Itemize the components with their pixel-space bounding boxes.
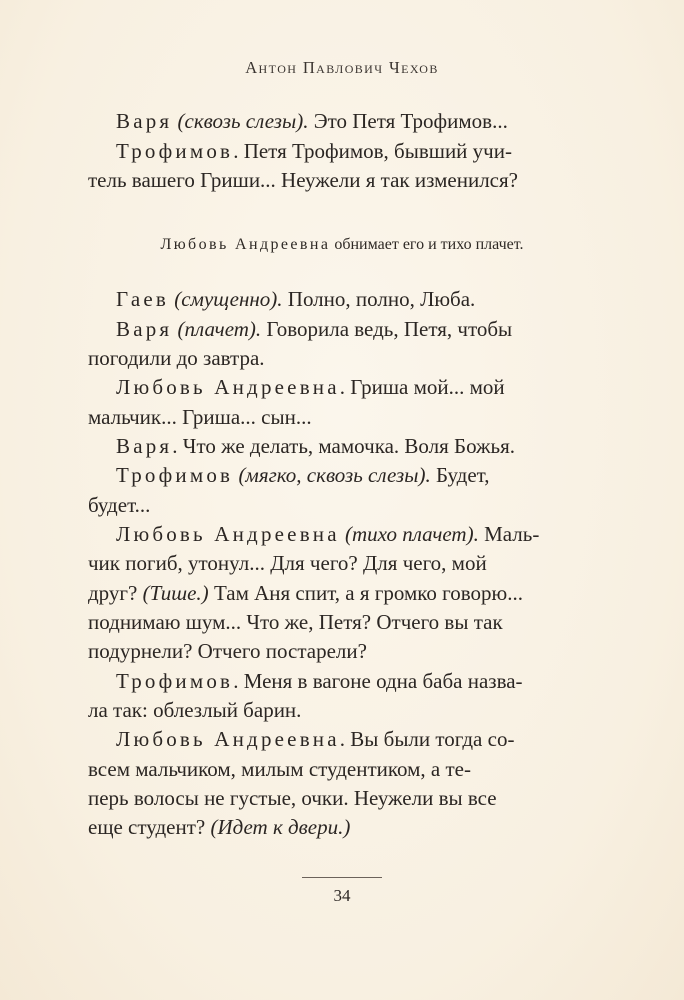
- stage-remark: (смущенно).: [174, 287, 283, 311]
- line-text: Будет,: [430, 463, 490, 487]
- text-line: [116, 106, 508, 136]
- line-text: чик погиб, утонул... Для чего? Для чего, мой: [88, 551, 487, 575]
- line-text: . Вы были тогда со-: [339, 727, 515, 751]
- text-line: [88, 165, 518, 195]
- speaker-name: Варя: [116, 317, 173, 341]
- line-text: друг?: [88, 581, 143, 605]
- line-text: тель вашего Гриши... Неужели я так изменился?: [88, 168, 518, 192]
- text-line: [88, 754, 471, 784]
- stage-remark: (плачет).: [177, 317, 262, 341]
- line-text: Полно, полно, Люба.: [282, 287, 476, 311]
- text-line: [116, 666, 523, 696]
- text-line: [116, 284, 475, 314]
- text-line: [116, 460, 490, 490]
- line-text: Говорила ведь, Петя, чтобы: [261, 317, 513, 341]
- text-line: [88, 607, 503, 637]
- line-text: перь волосы не густые, очки. Неужели вы все: [88, 786, 497, 810]
- text-line: [116, 431, 515, 461]
- stage-remark: (Идет к двери.): [210, 815, 351, 839]
- line-text: подурнели? Отчего постарели?: [88, 639, 367, 663]
- stage-remark: (мягко, сквозь слезы).: [238, 463, 431, 487]
- speaker-name: Любовь Андреевна: [116, 727, 340, 751]
- speaker-name: Трофимов: [116, 139, 234, 163]
- text-line: [116, 372, 505, 402]
- speaker-name: Варя: [116, 109, 173, 133]
- stage-direction-text: обнимает его и тихо плачет.: [330, 236, 524, 253]
- text-line: [88, 402, 312, 432]
- speaker-name: Варя: [116, 434, 173, 458]
- text-line: [88, 343, 265, 373]
- text-line: [88, 490, 150, 520]
- speaker-name: Трофимов: [116, 669, 234, 693]
- line-text: . Петя Трофимов, бывший учи-: [233, 139, 512, 163]
- text-line: [88, 812, 350, 842]
- line-text: . Меня в вагоне одна баба назва-: [233, 669, 523, 693]
- line-text: Там Аня спит, а я громко говорю...: [208, 581, 523, 605]
- text-line: [88, 783, 497, 813]
- speaker-name: Любовь Андреевна: [116, 522, 340, 546]
- text-line: [88, 578, 523, 608]
- line-text: поднимаю шум... Что же, Петя? Отчего вы так: [88, 610, 503, 634]
- text-line: [88, 548, 487, 578]
- speaker-name: Трофимов: [116, 463, 234, 487]
- text-line: [116, 724, 514, 754]
- line-text: ла так: облезлый барин.: [88, 698, 302, 722]
- text-line: [88, 636, 367, 666]
- page-number: 34: [333, 886, 351, 905]
- line-text: всем мальчиком, милым студентиком, а те-: [88, 757, 471, 781]
- speaker-name: Любовь Андреевна: [116, 375, 340, 399]
- line-text: мальчик... Гриша... сын...: [88, 405, 312, 429]
- text-line: [116, 136, 512, 166]
- line-text: погодили до завтра.: [88, 346, 265, 370]
- text-line: [116, 314, 512, 344]
- speaker-name: Гаев: [116, 287, 169, 311]
- stage-remark: (тихо плачет).: [345, 522, 479, 546]
- line-text: Это Петя Трофимов...: [308, 109, 508, 133]
- text-line: [116, 519, 539, 549]
- line-text: будет...: [88, 493, 151, 517]
- folio-rule: [302, 877, 382, 878]
- line-text: . Гриша мой... мой: [339, 375, 505, 399]
- stage-remark: (Тише.): [142, 581, 209, 605]
- line-text: еще студент?: [88, 815, 211, 839]
- running-head: Антон Павлович Чехов: [245, 58, 439, 77]
- line-text: . Что же делать, мамочка. Воля Божья.: [172, 434, 516, 458]
- text-line: [88, 695, 301, 725]
- stage-remark: (сквозь слезы).: [177, 109, 309, 133]
- stage-direction-speaker: Любовь Андреевна: [160, 236, 331, 253]
- line-text: Маль-: [478, 522, 540, 546]
